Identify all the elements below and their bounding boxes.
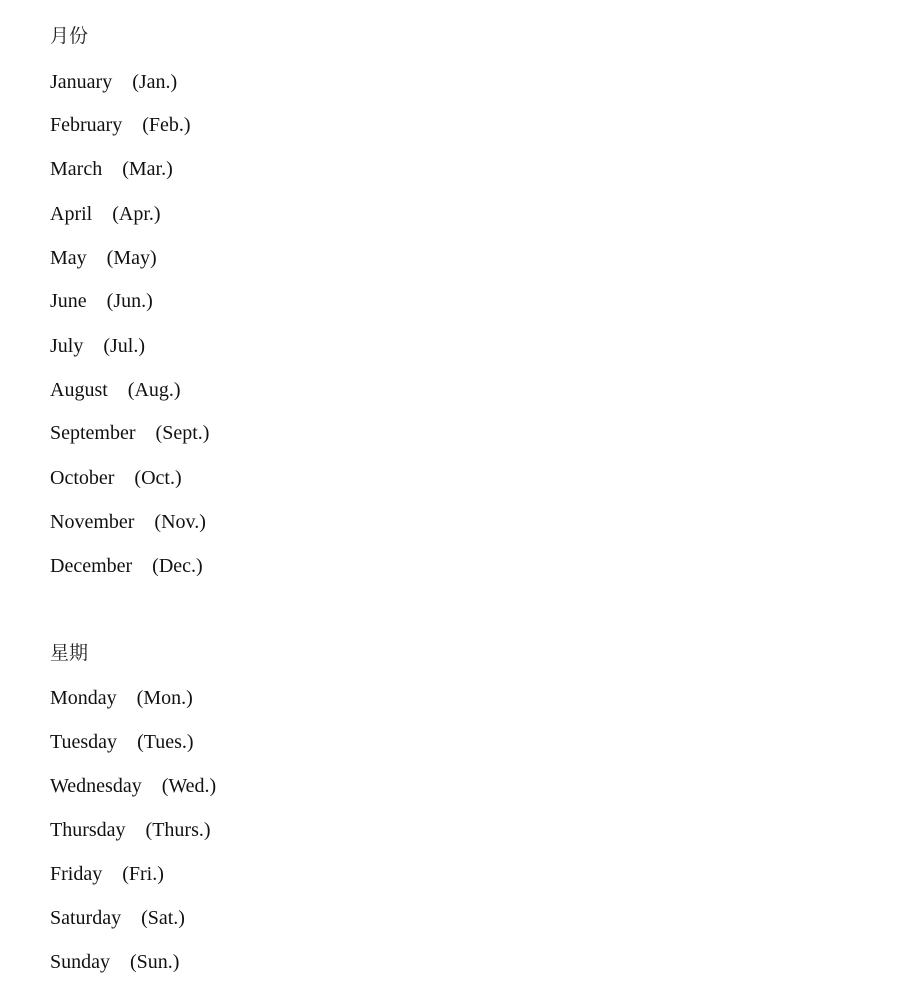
month-entry	[50, 333, 145, 359]
month-abbreviation: (Jul.)	[103, 335, 146, 357]
month-name: December	[50, 555, 133, 577]
weekday-entry	[50, 729, 194, 755]
month-entry	[50, 553, 203, 579]
month-name: June	[50, 290, 87, 312]
month-name: November	[50, 511, 135, 533]
month-entry	[50, 465, 182, 491]
month-entry	[50, 156, 173, 182]
weekday-entry	[50, 685, 193, 711]
months-heading: 月份	[50, 25, 89, 47]
weekday-abbreviation: (Tues.)	[137, 731, 194, 753]
month-name: February	[50, 114, 123, 136]
weekday-abbreviation: (Wed.)	[161, 775, 217, 797]
month-abbreviation: (Oct.)	[134, 467, 182, 489]
month-name: May	[50, 247, 87, 269]
weekday-name: Thursday	[50, 819, 126, 841]
weekday-name: Wednesday	[50, 775, 142, 797]
month-abbreviation: (May)	[106, 247, 157, 269]
weekday-entry	[50, 773, 216, 799]
month-entry	[50, 377, 181, 403]
month-name: August	[50, 379, 108, 401]
month-entry	[50, 288, 153, 314]
weekday-entry	[50, 905, 185, 931]
weekday-abbreviation: (Thurs.)	[145, 819, 211, 841]
month-abbreviation: (Dec.)	[152, 555, 203, 577]
weekdays-heading: 星期	[50, 642, 89, 664]
month-entry	[50, 112, 191, 138]
weekday-entry	[50, 861, 164, 887]
month-entry	[50, 420, 209, 446]
weekday-abbreviation: (Sat.)	[141, 907, 185, 929]
weekday-name: Saturday	[50, 907, 122, 929]
month-entry	[50, 201, 161, 227]
weekday-entry	[50, 949, 179, 975]
weekday-abbreviation: (Fri.)	[122, 863, 164, 885]
weekday-abbreviation: (Mon.)	[136, 687, 193, 709]
month-abbreviation: (Jun.)	[106, 290, 153, 312]
month-entry	[50, 509, 206, 535]
month-abbreviation: (Sept.)	[155, 422, 210, 444]
month-name: September	[50, 422, 136, 444]
month-entry	[50, 245, 157, 271]
month-abbreviation: (Feb.)	[142, 114, 191, 136]
month-abbreviation: (Mar.)	[122, 158, 173, 180]
month-abbreviation: (Nov.)	[154, 511, 206, 533]
month-name: January	[50, 71, 113, 93]
month-name: October	[50, 467, 115, 489]
month-name: April	[50, 203, 93, 225]
month-abbreviation: (Aug.)	[127, 379, 181, 401]
weekday-entry	[50, 817, 211, 843]
month-entry	[50, 69, 177, 95]
weekday-name: Monday	[50, 687, 117, 709]
month-name: July	[50, 335, 84, 357]
weekday-name: Sunday	[50, 951, 110, 973]
weekday-name: Tuesday	[50, 731, 118, 753]
weekday-abbreviation: (Sun.)	[130, 951, 180, 973]
weekday-name: Friday	[50, 863, 103, 885]
month-abbreviation: (Apr.)	[112, 203, 161, 225]
month-name: March	[50, 158, 103, 180]
month-abbreviation: (Jan.)	[132, 71, 178, 93]
